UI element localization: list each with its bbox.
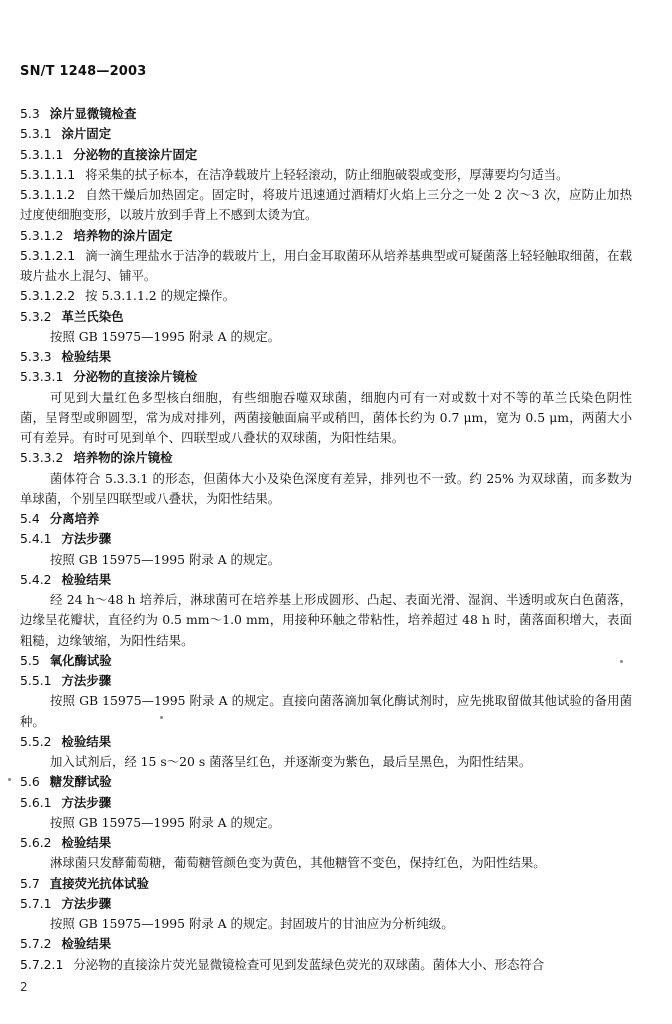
section-title: 分离培养 xyxy=(49,511,100,526)
section-heading xyxy=(20,509,632,529)
section-number: 5.6.2 xyxy=(20,835,52,850)
section-heading xyxy=(20,874,632,894)
body-paragraph: 按照 GB 15975—1995 附录 A 的规定。直接向菌落滴加氧化酶试剂时，应先挑取留做其他试验的备用菌种。 xyxy=(20,693,632,729)
section-title: 涂片固定 xyxy=(61,126,112,142)
scan-speck xyxy=(620,660,623,663)
section-heading xyxy=(20,732,632,752)
section-title: 检验结果 xyxy=(61,349,112,364)
section-number: 5.5.1 xyxy=(20,673,52,688)
numbered-paragraph xyxy=(20,286,632,306)
section-heading xyxy=(20,894,632,914)
section-title: 培养物的涂片固定 xyxy=(73,227,173,243)
section-title: 分泌物的直接涂片镜检 xyxy=(73,369,198,385)
section-heading xyxy=(20,934,632,954)
section-heading xyxy=(20,307,632,327)
clause-number: 5.3.1.1.1 xyxy=(20,166,76,182)
section-number: 5.3.3 xyxy=(20,349,52,364)
numbered-paragraph xyxy=(20,246,632,287)
body-paragraph: 加入试剂后，经 15 s～20 s 菌落呈红色，并逐渐变为紫色，最后呈黑色，为阳性结果。 xyxy=(50,754,532,769)
numbered-paragraph xyxy=(20,955,632,975)
scan-speck xyxy=(8,778,11,781)
section-heading xyxy=(20,793,632,813)
section-heading xyxy=(20,671,632,691)
clause-text: 按 5.3.1.1.2 的规定操作。 xyxy=(85,288,235,304)
section-heading xyxy=(20,226,632,246)
section-title: 革兰氏染色 xyxy=(61,308,124,324)
section-title: 检验结果 xyxy=(61,571,112,587)
section-number: 5.7 xyxy=(20,875,40,891)
section-title: 检验结果 xyxy=(61,835,112,850)
clause-text: 滴一滴生理盐水于洁净的载玻片上，用白金耳取菌环从培养基典型或可疑菌落上轻轻触取细菌，在载玻片盐水上混匀、铺平。 xyxy=(20,247,632,283)
body-paragraph: 按照 GB 15975—1995 附录 A 的规定。封固玻片的甘油应为分析纯级。 xyxy=(50,916,454,931)
clause-number: 5.7.2.1 xyxy=(20,956,64,972)
clause-text: 将采集的拭子标本，在洁净载玻片上轻轻滚动，防止细胞破裂或变形，厚薄要均匀适当。 xyxy=(85,166,569,182)
section-number: 5.3.1 xyxy=(20,126,52,142)
body-paragraph: 按照 GB 15975—1995 附录 A 的规定。 xyxy=(50,814,281,830)
section-title: 方法步骤 xyxy=(61,673,112,688)
section-title: 检验结果 xyxy=(61,733,112,749)
clause-number: 5.3.1.2.1 xyxy=(20,247,76,263)
section-number: 5.4.1 xyxy=(20,531,52,547)
section-title: 直接荧光抗体试验 xyxy=(49,875,149,891)
section-heading xyxy=(20,104,632,124)
section-number: 5.5.2 xyxy=(20,733,52,749)
section-number: 5.3 xyxy=(20,106,40,121)
section-title: 检验结果 xyxy=(61,936,112,952)
section-number: 5.7.1 xyxy=(20,895,52,911)
section-number: 5.3.2 xyxy=(20,308,52,324)
section-number: 5.3.3.1 xyxy=(20,369,64,385)
section-number: 5.7.2 xyxy=(20,936,52,952)
body-paragraph: 经 24 h～48 h 培养后，淋球菌可在培养基上形成圆形、凸起、表面光滑、湿润、半透明或灰白色菌落，边缘呈花瓣状，直径约为 0.5 mm～1.0 mm，用接种环触之带粘性，培养超过 48 h 时，菌落面积增大，表面粗糙，边缘皱缩，为阳性结果。 xyxy=(20,592,632,648)
section-title: 氧化酶试验 xyxy=(49,652,112,668)
section-number: 5.3.1.2 xyxy=(20,227,64,243)
section-number: 5.4.2 xyxy=(20,571,52,587)
body-paragraph: 菌体符合 5.3.3.1 的形态，但菌体大小及染色深度有差异，排列也不一致。约 25% 为双球菌，而多数为单球菌，个别呈四联型或八叠状，为阳性结果。 xyxy=(20,470,632,506)
section-title: 涂片显微镜检查 xyxy=(49,106,137,121)
body-paragraph: 淋球菌只发酵葡萄糖，葡萄糖管颜色变为黄色，其他糖管不变色，保持红色，为阳性结果。 xyxy=(50,855,546,871)
section-heading xyxy=(20,772,632,792)
section-title: 培养物的涂片镜检 xyxy=(73,450,173,466)
section-number: 5.5 xyxy=(20,652,40,668)
section-heading xyxy=(20,124,632,144)
body-paragraph: 按照 GB 15975—1995 附录 A 的规定。 xyxy=(50,551,281,567)
section-heading xyxy=(20,367,632,387)
clause-text: 自然干燥后加热固定。固定时，将玻片迅速通过酒精灯火焰上三分之一处 2 次～3 次，应防止加热过度使细胞变形，以玻片放到手背上不感到太烫为宜。 xyxy=(20,187,632,223)
body-paragraph: 可见到大量红色多型核白细胞，有些细胞吞噬双球菌，细胞内可有一对或数十对不等的革兰氏染色阴性菌，呈肾型或卵圆型，常为成对排列，两菌接触面扁平或稍凹，菌体长约为 0.7 μm，宽为 0.5 μm，两菌大小可有差异。有时可见到单个、四联型或八叠状的双球菌，为阳性结果。 xyxy=(20,389,632,445)
numbered-paragraph xyxy=(20,185,632,226)
document-body xyxy=(20,104,632,975)
section-number: 5.3.3.2 xyxy=(20,450,64,466)
section-number: 5.4 xyxy=(20,511,40,526)
section-number: 5.3.1.1 xyxy=(20,146,64,162)
standard-code: SN/T 1248—2003 xyxy=(20,64,147,79)
section-heading xyxy=(20,570,632,590)
page-number: 2 xyxy=(20,980,28,994)
clause-text: 分泌物的直接涂片荧光显微镜检查可见到发蓝绿色荧光的双球菌。菌体大小、形态符合 xyxy=(73,956,545,972)
scan-speck xyxy=(160,716,163,719)
body-paragraph: 按照 GB 15975—1995 附录 A 的规定。 xyxy=(50,328,281,344)
numbered-paragraph xyxy=(20,165,632,185)
section-heading xyxy=(20,651,632,671)
section-number: 5.6 xyxy=(20,774,40,790)
clause-number: 5.3.1.2.2 xyxy=(20,288,76,304)
section-title: 糖发酵试验 xyxy=(49,774,112,790)
section-number: 5.6.1 xyxy=(20,794,52,810)
section-title: 方法步骤 xyxy=(61,794,112,810)
section-title: 分泌物的直接涂片固定 xyxy=(73,146,198,162)
clause-number: 5.3.1.1.2 xyxy=(20,187,76,202)
section-title: 方法步骤 xyxy=(61,531,112,547)
section-heading xyxy=(20,347,632,367)
section-heading xyxy=(20,529,632,549)
section-heading xyxy=(20,833,632,853)
section-heading xyxy=(20,145,632,165)
section-heading xyxy=(20,448,632,468)
section-title: 方法步骤 xyxy=(61,895,112,911)
